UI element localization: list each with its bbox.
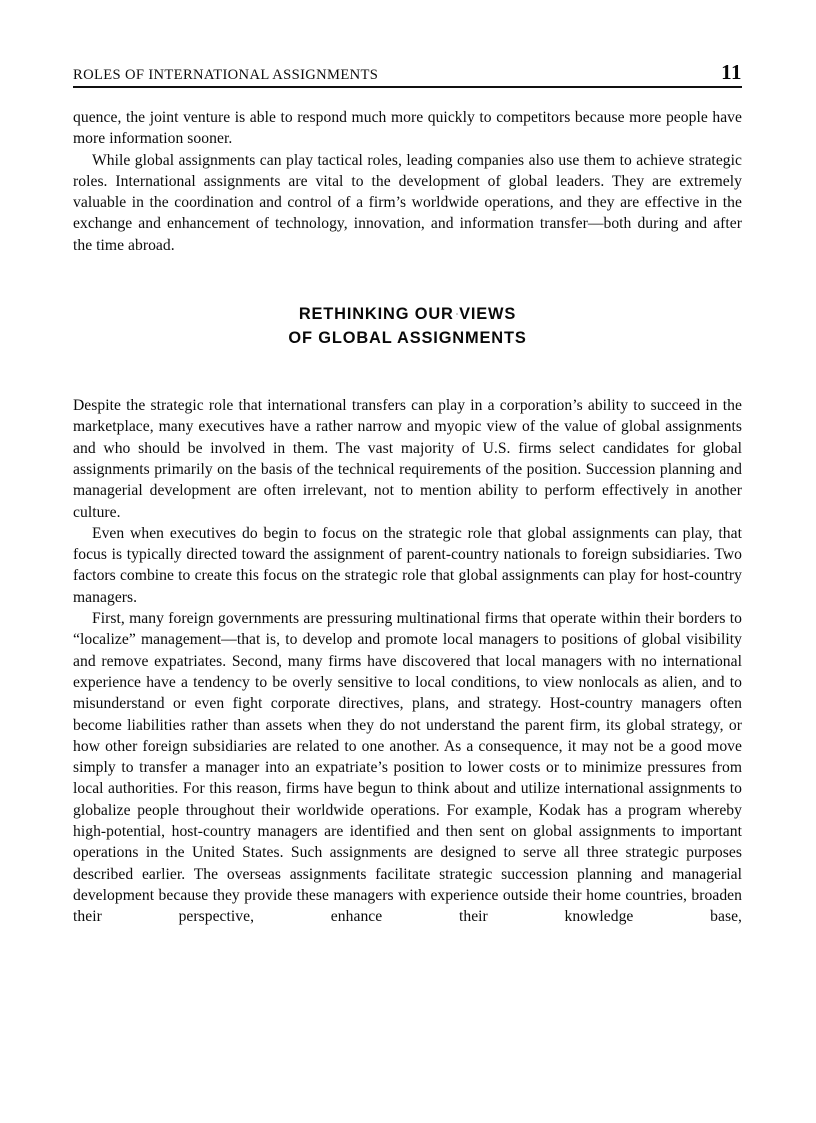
paragraph-despite-strategic-role: Despite the strategic role that international transfers can play in a corporation’s ability to succeed in the marketplace, many executives have a rather narrow and myopic view of the value of global assignments and who should be involved in them. The vast majority of U.S. firms select candidates for global assignments primarily on the basis of the technical requirements of the position. Succession planning and managerial development are often irrelevant, not to mention ability to perform effectively in another culture. bbox=[73, 397, 742, 521]
paragraph-first-many-foreign-governments: First, many foreign governments are pressuring multinational firms that operate within their borders to “localize” management—that is, to develop and promote local managers to positions of global visibility and remove expatriates. Second, many firms have discovered that local managers with no international experience have a tendency to be overly sensitive to local conditions, to view nonlocals as alien, and to misunderstand or even fight corporate directives, plans, and strategy. Host-country managers often become liabilities rather than assets when they do not understand the parent firm, its global strategy, or how other foreign subsidiaries are related to one another. As a consequence, it may not be a good move simply to transfer a manager into an expatriate’s position to lower costs or to minimize pressures from local authorities. For this reason, firms have begun to think about and utilize international assignments to globalize people throughout their worldwide operations. For example, Kodak has a program whereby high-potential, host-country managers are identified and then sent on global assignments to important operations in the United States. Such assignments are designed to serve all three strategic purposes described earlier. The overseas assignments facilitate strategic succession planning and managerial development because they provide these managers with experience outside their home countries, broaden their perspective, enhance their knowledge base, bbox=[73, 610, 742, 926]
body-text-block bbox=[73, 107, 742, 928]
heading-space-above bbox=[73, 256, 742, 302]
running-head bbox=[73, 60, 742, 85]
paragraph-continuation: quence, the joint venture is able to respond much more quickly to competitors because more people have more information sooner. bbox=[73, 109, 742, 148]
section-heading-line-1: RETHINKING OUR VIEWS bbox=[298, 305, 517, 324]
section-heading bbox=[73, 302, 742, 350]
page-number: 11 bbox=[721, 60, 742, 84]
paragraph-tactical-strategic-roles: While global assignments can play tactical roles, leading companies also use them to achieve strategic roles. International assignments are vital to the development of global leaders. They are extremely valuable in the coordination and control of a firm’s worldwide operations, and they are effective in the exchange and enhancement of technology, innovation, and information transfer—both during and after the time abroad. bbox=[73, 151, 742, 254]
header-rule-divider bbox=[73, 86, 742, 88]
section-heading-line-2: OF GLOBAL ASSIGNMENTS bbox=[288, 329, 527, 348]
paragraph-even-when-executives: Even when executives do begin to focus on the strategic role that global assignments can play, that focus is typically directed toward the assignment of parent-country nationals to foreign subsidiaries. Two factors combine to create this focus on the strategic role that global assignments can play for host-country managers. bbox=[73, 524, 742, 606]
running-head-title: ROLES OF INTERNATIONAL ASSIGNMENTS bbox=[73, 67, 379, 83]
heading-space-below bbox=[73, 350, 742, 395]
